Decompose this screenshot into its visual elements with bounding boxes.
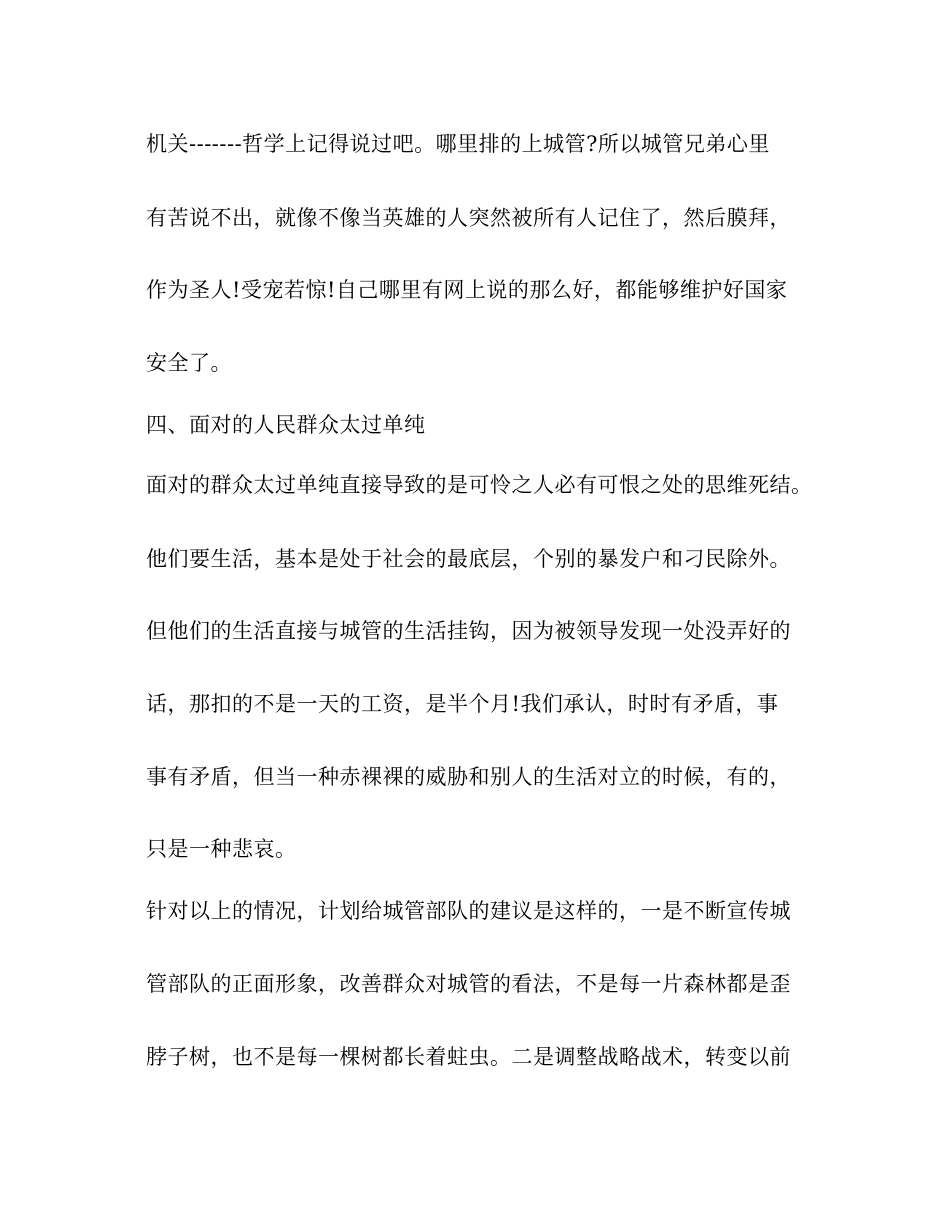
text-line: 话，那扣的不是一天的工资，是半个月!我们承认，时时有矛盾，事 [146,692,779,716]
text-line: 面对的群众太过单纯直接导致的是可怜之人必有可恨之处的思维死结。 [146,473,813,497]
text-line: 作为圣人!受宠若惊!自己哪里有网上说的那么好，都能够维护好国家 [146,278,788,302]
text-line: 安全了。 [146,351,232,375]
text-line: 有苦说不出，就像不像当英雄的人突然被所有人记住了，然后膜拜， [146,206,791,230]
text-line: 脖子树，也不是每一棵树都长着蛀虫。二是调整战略战术，转变以前 [146,1045,791,1069]
text-line: 机关-------哲学上记得说过吧。哪里排的上城管?所以城管兄弟心里 [146,132,770,156]
text-line: 但他们的生活直接与城管的生活挂钩，因为被领导发现一处没弄好的 [146,619,791,643]
text-line: 管部队的正面形象，改善群众对城管的看法，不是每一片森林都是歪 [146,972,791,996]
text-line: 他们要生活，基本是处于社会的最底层，个别的暴发户和刁民除外。 [146,547,791,571]
text-line: 事有矛盾，但当一种赤裸裸的威胁和别人的生活对立的时候，有的， [146,765,791,789]
text-line: 只是一种悲哀。 [146,837,297,861]
text-line: 针对以上的情况，计划给城管部队的建议是这样的，一是不断宣传城 [146,899,791,923]
section-heading: 四、面对的人民群众太过单纯 [146,413,426,437]
